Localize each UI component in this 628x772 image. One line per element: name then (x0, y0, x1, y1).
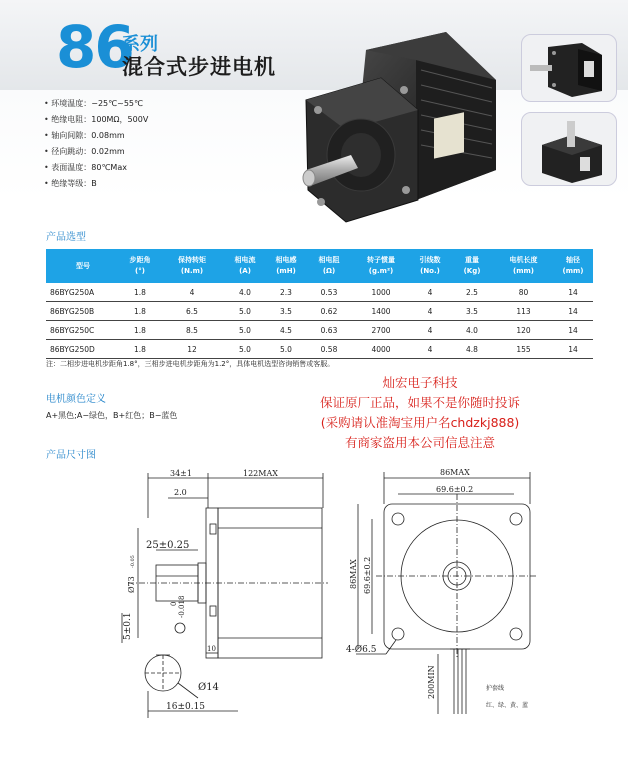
table-cell: 0.58 (306, 340, 352, 359)
table-row (46, 302, 593, 321)
table-row (46, 340, 593, 359)
notice-line: 有商家盗用本公司信息注意 (344, 435, 495, 450)
table-cell: 4 (410, 283, 450, 302)
table-cell: 1.8 (120, 321, 160, 340)
thumbnail-front-view (521, 34, 617, 102)
table-cell: 6.5 (160, 302, 224, 321)
table-cell: 80 (494, 283, 553, 302)
dim-696-h: 69.6±0.2 (436, 485, 474, 494)
product-name: 混合式步进电机 (122, 55, 276, 79)
col-header-step-angle: 步距角 (°) (120, 249, 160, 283)
table-cell: 4 (160, 283, 224, 302)
table-cell: 2.3 (266, 283, 306, 302)
table-cell: 5.0 (224, 321, 266, 340)
spec-item: • 表面温度：80℃Max (44, 160, 148, 176)
dim-10: 10 (207, 645, 216, 653)
table-cell: 8.5 (160, 321, 224, 340)
table-cell: 113 (494, 302, 553, 321)
col-header-phase-inductance: 相电感 (mH) (266, 249, 306, 283)
table-cell: 4.0 (224, 283, 266, 302)
table-cell: 4 (410, 302, 450, 321)
table-cell: 5.0 (224, 302, 266, 321)
notice-line: 保证原厂正品，如果不是你随时投诉 (319, 395, 520, 410)
table-cell: 4 (410, 340, 450, 359)
dim-86-v: 86MAX (349, 559, 358, 589)
spec-item: • 绝缘电阻：100MΩ，500V (44, 112, 148, 128)
table-cell: 4000 (352, 340, 410, 359)
dim-696-v: 69.6±0.2 (363, 556, 372, 594)
dim-0: 0 (170, 601, 178, 606)
dim-34: 34±1 (170, 469, 192, 478)
table-cell: 2.5 (450, 283, 494, 302)
table-cell: 0.53 (306, 283, 352, 302)
side-view-drawing (118, 468, 348, 730)
table-cell: 4 (410, 321, 450, 340)
spec-item: • 径向跳动：0.02mm (44, 144, 148, 160)
table-cell: 4.0 (450, 321, 494, 340)
series-label: 系列 (122, 34, 158, 55)
seller-notice (270, 373, 570, 453)
table-cell: 5.0 (266, 340, 306, 359)
dim-14: Ø14 (198, 682, 219, 693)
spec-item: • 环境温度：−25℃~55℃ (44, 96, 148, 112)
spec-item: • 绝缘等级：B (44, 176, 148, 192)
table-cell: 1.8 (120, 302, 160, 321)
dim-holes: 4-Ø6.5 (346, 645, 377, 655)
selection-note: 注：二相步进电机步距角1.8°，三相步进电机步距角为1.2°，具体电机选型咨询销售或客服。 (46, 360, 335, 368)
dimensions-title: 产品尺寸图 (46, 450, 96, 461)
sleeve-label: 护套线 (486, 685, 505, 692)
table-row (46, 321, 593, 340)
dim-2: 2.0 (174, 488, 187, 497)
dim-73-tol: -0.05 (130, 555, 136, 568)
dim-122: 122MAX (243, 469, 278, 478)
table-cell: 0.63 (306, 321, 352, 340)
col-header-lead-count: 引线数 (No.) (410, 249, 450, 283)
table-cell: 120 (494, 321, 553, 340)
dim-25: 25±0.25 (146, 540, 190, 551)
spec-list (44, 96, 148, 192)
selection-table (46, 249, 593, 359)
col-header-motor-length: 电机长度 (mm) (494, 249, 553, 283)
col-header-shaft-diameter: 轴径 (mm) (553, 249, 593, 283)
table-header-row (46, 249, 593, 283)
notice-line: (采购请认准淘宝用户名chdzkj888) (320, 415, 520, 430)
table-cell: 5.0 (224, 340, 266, 359)
table-cell: 1.8 (120, 340, 160, 359)
table-cell: 86BYG250A (46, 283, 120, 302)
table-cell: 4.8 (450, 340, 494, 359)
table-cell: 1400 (352, 302, 410, 321)
table-cell: 14 (553, 321, 593, 340)
table-cell: 3.5 (266, 302, 306, 321)
table-cell: 155 (494, 340, 553, 359)
table-cell: 14 (553, 283, 593, 302)
dim-5: 5±0.1 (123, 612, 133, 640)
motor-main-image (296, 30, 502, 226)
front-view-drawing (346, 464, 546, 734)
col-header-phase-current: 相电流 (A) (224, 249, 266, 283)
dim-lead-length: 200MIN (427, 665, 436, 699)
dim-86-h: 86MAX (440, 468, 470, 477)
notice-line: 灿宏电子科技 (382, 375, 458, 390)
table-cell: 14 (553, 302, 593, 321)
col-header-holding-torque: 保持转矩 (N.m) (160, 249, 224, 283)
table-row (46, 283, 593, 302)
model-number: 86 (56, 13, 133, 81)
table-cell: 2700 (352, 321, 410, 340)
table-cell: 0.62 (306, 302, 352, 321)
wire-colors: 红、绿、黄、蓝 (486, 702, 529, 709)
table-cell: 1000 (352, 283, 410, 302)
dim-16: 16±0.15 (166, 702, 206, 712)
dim-73: Ø73 (127, 576, 136, 593)
col-header-rotor-inertia: 转子惯量 (g.m²) (352, 249, 410, 283)
color-definition-text: A+黑色;A−绿色，B+红色；B−蓝色 (46, 411, 178, 420)
col-header-weight: 重量 (Kg) (450, 249, 494, 283)
dim-0018: -0.018 (178, 595, 186, 618)
table-cell: 4.5 (266, 321, 306, 340)
col-header-phase-resistance: 相电阻 (Ω) (306, 249, 352, 283)
col-header-model: 型号 (46, 249, 120, 283)
table-cell: 1.8 (120, 283, 160, 302)
table-cell: 3.5 (450, 302, 494, 321)
table-cell: 86BYG250D (46, 340, 120, 359)
spec-item: • 轴向间隙：0.08mm (44, 128, 148, 144)
color-definition-title: 电机颜色定义 (46, 394, 106, 405)
thumbnail-top-view (521, 112, 617, 186)
table-cell: 14 (553, 340, 593, 359)
table-cell: 12 (160, 340, 224, 359)
table-cell: 86BYG250B (46, 302, 120, 321)
table-cell: 86BYG250C (46, 321, 120, 340)
selection-title: 产品选型 (46, 232, 86, 243)
